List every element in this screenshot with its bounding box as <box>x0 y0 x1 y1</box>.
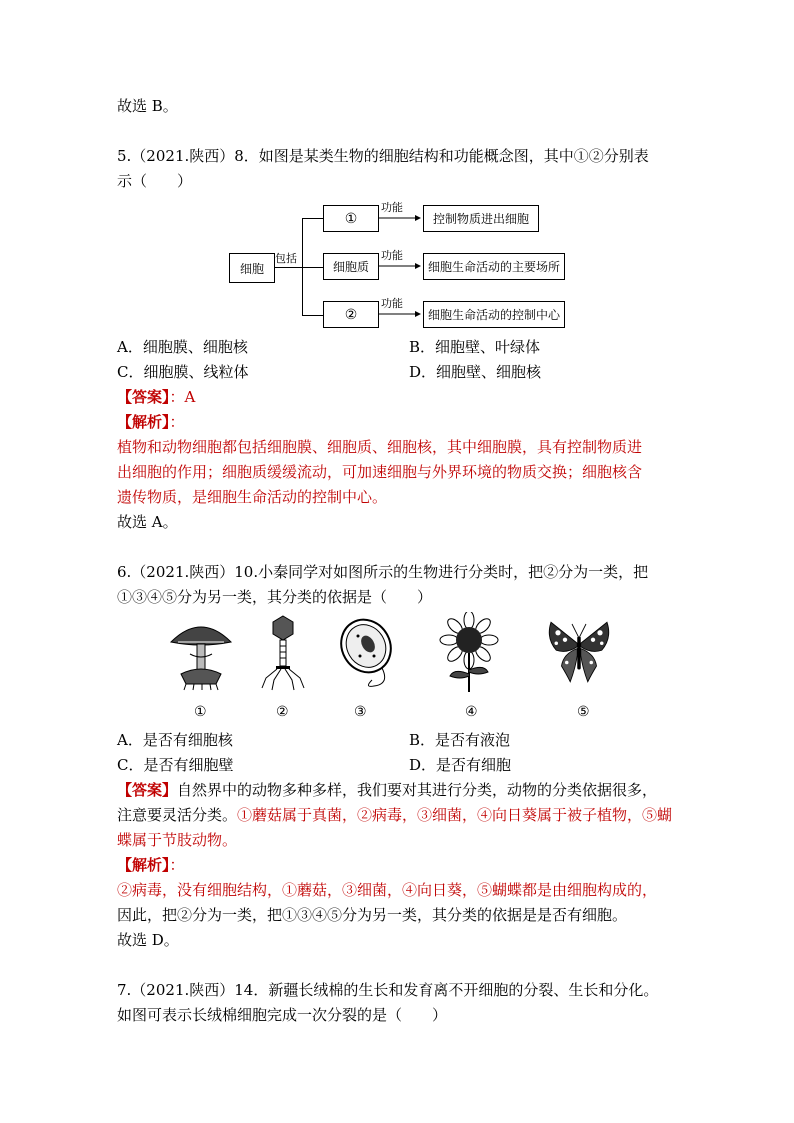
q5-option-c: C．细胞膜、线粒体 <box>117 363 249 381</box>
q5-analysis-line2: 出细胞的作用；细胞质缓缓流动，可加速细胞与外界环境的物质交换；细胞核含 <box>117 463 643 481</box>
answer-value: ：A <box>169 388 196 406</box>
q6-conclusion: 故选 D。 <box>117 931 179 949</box>
figure-number: ① <box>194 704 207 720</box>
analysis-label: 【解析】 <box>117 856 170 874</box>
cm-cell-box <box>229 253 275 283</box>
cm-connector <box>275 267 302 268</box>
q5-analysis-heading <box>117 411 185 433</box>
cm-func-2-label: 细胞生命活动的主要场所 <box>427 260 560 274</box>
cm-function-label: 功能 <box>381 201 403 214</box>
q6-option-a: A．是否有细胞核 <box>117 731 233 749</box>
q5-option-a: A．细胞膜、细胞核 <box>117 338 248 356</box>
q6-stem-line1: 6.（2021.陕西）10.小秦同学对如图所示的生物进行分类时，把②分为一类，把 <box>117 563 649 581</box>
cm-box-2-label: 细胞质 <box>332 260 369 274</box>
analysis-colon: ： <box>169 856 185 874</box>
sunflower-icon <box>434 612 504 692</box>
q6-stem-line2: ①③④⑤分为另一类，其分类的依据是（ ） <box>117 588 433 606</box>
cm-box-1 <box>323 205 379 232</box>
cm-connector <box>302 218 323 219</box>
answer-text: 自然界中的动物多种多样，我们要对其进行分类，动物的分类依据很多， <box>177 781 658 799</box>
figure-number: ③ <box>354 704 367 720</box>
cm-func-box-2 <box>423 253 565 280</box>
cm-func-1-label: 控制物质进出细胞 <box>432 212 529 226</box>
cm-func-box-3 <box>423 301 565 328</box>
q6-answer-line1 <box>117 779 657 801</box>
q6-option-c: C．是否有细胞壁 <box>117 756 234 774</box>
q6-analysis-line1: ②病毒，没有细胞结构，①蘑菇，③细菌，④向日葵，⑤蝴蝶都是由细胞构成的， <box>117 881 658 899</box>
q7-stem-line2: 如图可表示长绒棉细胞完成一次分裂的是（ ） <box>117 1006 448 1024</box>
cm-func-box-1 <box>423 205 539 232</box>
q5-answer <box>117 386 195 408</box>
cm-includes-label: 包括 <box>275 252 297 265</box>
cm-box-1-label: ① <box>344 210 358 227</box>
q5-option-b: B．细胞壁、叶绿体 <box>409 338 541 356</box>
answer-text-red: ①蘑菇属于真菌，②病毒，③细菌，④向日葵属于被子植物，⑤蝴 <box>237 806 673 824</box>
answer-label: 【答案】 <box>117 781 178 799</box>
mushroom-icon <box>166 612 236 692</box>
q6-option-d: D．是否有细胞 <box>409 756 512 774</box>
q5-option-d: D．细胞壁、细胞核 <box>409 363 542 381</box>
q6-option-b: B．是否有液泡 <box>409 731 511 749</box>
figure-number: ④ <box>465 704 478 720</box>
q5-conclusion: 故选 A。 <box>117 513 178 531</box>
q5-analysis-line3: 遗传物质，是细胞生命活动的控制中心。 <box>117 488 388 506</box>
cm-function-label: 功能 <box>381 297 403 310</box>
q5-stem-line2: 示（ ） <box>117 172 193 190</box>
q6-analysis-line2: 因此，把②分为一类，把①③④⑤分为另一类，其分类的依据是是否有细胞。 <box>117 906 628 924</box>
figure-number: ⑤ <box>577 704 590 720</box>
answer-text: 注意要灵活分类。 <box>117 806 238 824</box>
q6-answer-line2 <box>117 804 672 826</box>
cm-box-2 <box>323 253 379 280</box>
bacterium-icon <box>334 612 404 692</box>
q7-stem-line1: 7.（2021.陕西）14．新疆长绒棉的生长和发育离不开细胞的分裂、生长和分化。 <box>117 981 659 999</box>
cm-connector <box>302 315 323 316</box>
figure-number: ② <box>276 704 289 720</box>
cm-func-3-label: 细胞生命活动的控制中心 <box>427 308 560 322</box>
cm-connector <box>302 267 323 268</box>
cm-function-label: 功能 <box>381 249 403 262</box>
q5-analysis-line1: 植物和动物细胞都包括细胞膜、细胞质、细胞核，其中细胞膜，具有控制物质进 <box>117 438 643 456</box>
cm-box-3-label: ② <box>344 306 358 323</box>
q6-analysis-heading <box>117 854 185 876</box>
analysis-colon: ： <box>169 413 185 431</box>
cm-arrows <box>379 205 423 329</box>
q5-stem-line1: 5.（2021.陕西）8．如图是某类生物的细胞结构和功能概念图，其中①②分别表 <box>117 147 649 165</box>
virus-icon <box>248 612 318 692</box>
butterfly-icon <box>544 612 614 692</box>
q4-conclusion: 故选 B。 <box>117 97 178 115</box>
cm-box-3 <box>323 301 379 328</box>
answer-label: 【答案】 <box>117 388 170 406</box>
cm-cell-label: 细胞 <box>239 261 264 276</box>
analysis-label: 【解析】 <box>117 413 170 431</box>
q6-answer-line3: 蝶属于节肢动物。 <box>117 831 238 849</box>
